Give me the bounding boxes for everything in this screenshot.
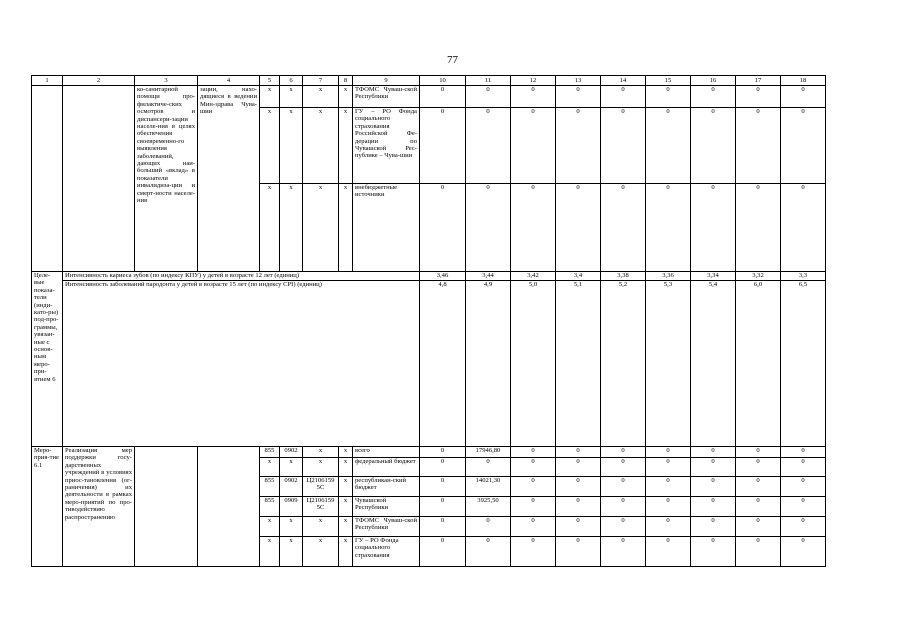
value-cell: 0 — [466, 517, 511, 537]
target-article-code: x — [303, 86, 339, 108]
section-code: x — [280, 537, 303, 567]
value-cell: 0 — [601, 517, 646, 537]
value-cell: 0 — [511, 517, 556, 537]
value-cell: 3,32 — [736, 272, 781, 281]
value-cell: 0 — [601, 497, 646, 517]
value-cell: 0 — [646, 537, 691, 567]
expense-type-code: x — [339, 458, 353, 477]
indicator-row — [32, 281, 826, 447]
value-cell: 0 — [420, 537, 466, 567]
header-cell: 10 — [420, 76, 466, 86]
value-cell: 0 — [691, 108, 736, 184]
value-cell: 3,46 — [420, 272, 466, 281]
value-cell: 5,1 — [556, 281, 601, 447]
value-cell: 0 — [420, 497, 466, 517]
empty-cell — [198, 447, 260, 567]
value-cell: 4,8 — [420, 281, 466, 447]
value-cell: 14021,30 — [466, 477, 511, 497]
value-cell: 17946,80 — [466, 447, 511, 458]
expense-type-code: x — [339, 537, 353, 567]
header-cell: 1 — [32, 76, 63, 86]
grbs-code: x — [260, 517, 280, 537]
value-cell: 0 — [556, 517, 601, 537]
value-cell: 0 — [736, 108, 781, 184]
funding-source: республикан-ский бюджет — [353, 477, 420, 497]
target-article-code: x — [303, 184, 339, 272]
value-cell: 0 — [781, 458, 826, 477]
value-cell: 0 — [601, 477, 646, 497]
section-code: 0902 — [280, 447, 303, 458]
value-cell: 3,4 — [556, 272, 601, 281]
header-cell: 16 — [691, 76, 736, 86]
empty-cell — [135, 447, 198, 567]
value-cell: 0 — [781, 537, 826, 567]
header-cell: 17 — [736, 76, 781, 86]
value-cell: 0 — [601, 537, 646, 567]
value-cell: 0 — [420, 447, 466, 458]
table-row — [32, 447, 826, 458]
value-cell: 0 — [556, 477, 601, 497]
value-cell: 0 — [511, 458, 556, 477]
value-cell: 0 — [736, 86, 781, 108]
value-cell: 0 — [691, 497, 736, 517]
target-article-code: x — [303, 447, 339, 458]
funding-source: федеральный бюджет — [353, 458, 420, 477]
funding-source: ТФОМС Чуваш-ской Республики — [353, 517, 420, 537]
value-cell: 0 — [691, 447, 736, 458]
header-cell: 18 — [781, 76, 826, 86]
section-code: x — [280, 184, 303, 272]
header-cell: 5 — [260, 76, 280, 86]
value-cell: 0 — [556, 458, 601, 477]
value-cell: 3925,50 — [466, 497, 511, 517]
funding-source: всего — [353, 447, 420, 458]
funding-source: внебюджетные источники — [353, 184, 420, 272]
value-cell: 0 — [691, 517, 736, 537]
expense-type-code: x — [339, 517, 353, 537]
value-cell: 0 — [556, 447, 601, 458]
header-cell: 3 — [135, 76, 198, 86]
value-cell: 0 — [511, 447, 556, 458]
header-cell: 8 — [339, 76, 353, 86]
value-cell: 0 — [736, 497, 781, 517]
section-code: x — [280, 517, 303, 537]
expense-type-code: x — [339, 477, 353, 497]
grbs-code: x — [260, 86, 280, 108]
value-cell: 0 — [511, 184, 556, 272]
value-cell: 0 — [781, 447, 826, 458]
value-cell: 0 — [781, 108, 826, 184]
header-cell: 9 — [353, 76, 420, 86]
value-cell: 3,38 — [601, 272, 646, 281]
value-cell: 0 — [556, 108, 601, 184]
value-cell: 0 — [646, 517, 691, 537]
value-cell: 0 — [691, 458, 736, 477]
value-cell: 0 — [736, 447, 781, 458]
value-cell: 0 — [511, 477, 556, 497]
indicator-text: Интенсивность кариеса зубов (по индексу КПУ) у детей в возрасте 12 лет (единиц) — [63, 272, 420, 281]
value-cell: 0 — [601, 447, 646, 458]
section-code: x — [280, 86, 303, 108]
section-code: 0909 — [280, 497, 303, 517]
value-cell: 0 — [781, 517, 826, 537]
value-cell: 5,2 — [601, 281, 646, 447]
value-cell: 0 — [511, 537, 556, 567]
value-cell: 6,0 — [736, 281, 781, 447]
value-cell: 0 — [466, 108, 511, 184]
expense-type-code: x — [339, 86, 353, 108]
value-cell: 0 — [601, 458, 646, 477]
value-cell: 0 — [691, 477, 736, 497]
value-cell: 0 — [781, 86, 826, 108]
target-article-code: x — [303, 458, 339, 477]
grbs-code: x — [260, 184, 280, 272]
value-cell: 0 — [420, 517, 466, 537]
value-cell: 0 — [646, 86, 691, 108]
value-cell: 0 — [556, 537, 601, 567]
header-cell: 15 — [646, 76, 691, 86]
expense-type-code: x — [339, 184, 353, 272]
table-row — [32, 86, 826, 108]
target-article-code: x — [303, 537, 339, 567]
value-cell: 0 — [556, 497, 601, 517]
grbs-code: 855 — [260, 447, 280, 458]
target-article-code: x — [303, 108, 339, 184]
funding-source: ГУ – РО Фонда социального страхования — [353, 537, 420, 567]
value-cell: 0 — [466, 86, 511, 108]
value-cell: 0 — [736, 477, 781, 497]
funding-source: ГУ – РО Фонда социального страхования Российской Фе-дерации по Чувашской Рес-публике – Чува-шии — [353, 108, 420, 184]
header-row — [32, 76, 826, 86]
value-cell: 0 — [646, 458, 691, 477]
value-cell: 0 — [691, 184, 736, 272]
value-cell: 0 — [420, 86, 466, 108]
value-cell: 0 — [691, 537, 736, 567]
value-cell: 0 — [420, 108, 466, 184]
expense-type-code: x — [339, 447, 353, 458]
value-cell: 0 — [511, 497, 556, 517]
value-cell: 0 — [646, 477, 691, 497]
header-cell: 12 — [511, 76, 556, 86]
indicators-label: Целе-вые показа-тели (инди-като-ры) под-про-граммы, увязан-ные с основ-ным меро-при-ятием 6 — [32, 272, 63, 447]
indicator-row — [32, 272, 826, 281]
page-number: 77 — [447, 54, 458, 66]
grbs-code: x — [260, 458, 280, 477]
value-cell: 0 — [511, 108, 556, 184]
measure-title: Реализация мер поддержки госу-дарственных учреждений в условиях приос-тановления (ог-раничения) их деятельности в рамках меро-приятий по про-тиводействию распространению — [63, 447, 135, 567]
funding-source: Чувашской Республики — [353, 497, 420, 517]
value-cell: 0 — [736, 184, 781, 272]
value-cell: 4,9 — [466, 281, 511, 447]
value-cell: 0 — [736, 458, 781, 477]
section-code: x — [280, 108, 303, 184]
value-cell: 0 — [466, 458, 511, 477]
indicator-text: Интенсивность заболеваний пародонта у детей в возрасте 15 лет (по индексу CPI) (единиц) — [63, 281, 420, 447]
expense-type-code: x — [339, 497, 353, 517]
value-cell: 0 — [556, 86, 601, 108]
value-cell: 3,34 — [691, 272, 736, 281]
value-cell: 5,0 — [511, 281, 556, 447]
grbs-code: x — [260, 108, 280, 184]
header-cell: 2 — [63, 76, 135, 86]
value-cell: 0 — [646, 184, 691, 272]
value-cell: 5,3 — [646, 281, 691, 447]
expense-type-code: x — [339, 108, 353, 184]
value-cell: 0 — [420, 477, 466, 497]
empty-cell — [63, 86, 135, 272]
header-cell: 14 — [601, 76, 646, 86]
activity-description: ко-санитарной помощи про-филактиче-ских осмотров и диспансери-зации населе-ния в целях обеспечения своевременно-го выявления заболеваний, дающих наи-больший «вклад» в показатели инвалидиза-ции и смерт-ности населе-ния — [135, 86, 198, 272]
value-cell: 0 — [601, 184, 646, 272]
value-cell: 0 — [601, 108, 646, 184]
value-cell: 0 — [736, 537, 781, 567]
funding-source: ТФОМС Чуваш-ской Республики — [353, 86, 420, 108]
value-cell: 3,3 — [781, 272, 826, 281]
grbs-code: x — [260, 537, 280, 567]
header-cell: 6 — [280, 76, 303, 86]
value-cell: 6,5 — [781, 281, 826, 447]
grbs-code: 855 — [260, 497, 280, 517]
grbs-code: 855 — [260, 477, 280, 497]
value-cell: 0 — [691, 86, 736, 108]
value-cell: 3,44 — [466, 272, 511, 281]
value-cell: 3,42 — [511, 272, 556, 281]
value-cell: 5,4 — [691, 281, 736, 447]
header-cell: 7 — [303, 76, 339, 86]
value-cell: 0 — [601, 86, 646, 108]
value-cell: 0 — [781, 497, 826, 517]
value-cell: 0 — [781, 477, 826, 497]
value-cell: 0 — [466, 184, 511, 272]
value-cell: 0 — [420, 458, 466, 477]
value-cell: 0 — [781, 184, 826, 272]
value-cell: 0 — [511, 86, 556, 108]
header-cell: 11 — [466, 76, 511, 86]
section-code: 0902 — [280, 477, 303, 497]
value-cell: 0 — [646, 497, 691, 517]
budget-table — [31, 75, 826, 567]
header-cell: 13 — [556, 76, 601, 86]
target-article-code: Ц2106159 5С — [303, 497, 339, 517]
executor-description: зации, нахо-дящиеся в ведении Мин-здрава Чува-шии — [198, 86, 260, 272]
value-cell: 0 — [466, 537, 511, 567]
target-article-code: Ц2106159 5С — [303, 477, 339, 497]
measure-label: Меро-прия-тие 6.1 — [32, 447, 63, 567]
value-cell: 0 — [420, 184, 466, 272]
target-article-code: x — [303, 517, 339, 537]
value-cell: 3,36 — [646, 272, 691, 281]
value-cell: 0 — [646, 108, 691, 184]
header-cell: 4 — [198, 76, 260, 86]
value-cell: 0 — [736, 517, 781, 537]
value-cell: 0 — [646, 447, 691, 458]
section-code: x — [280, 458, 303, 477]
empty-cell — [32, 86, 63, 272]
value-cell: 0 — [556, 184, 601, 272]
